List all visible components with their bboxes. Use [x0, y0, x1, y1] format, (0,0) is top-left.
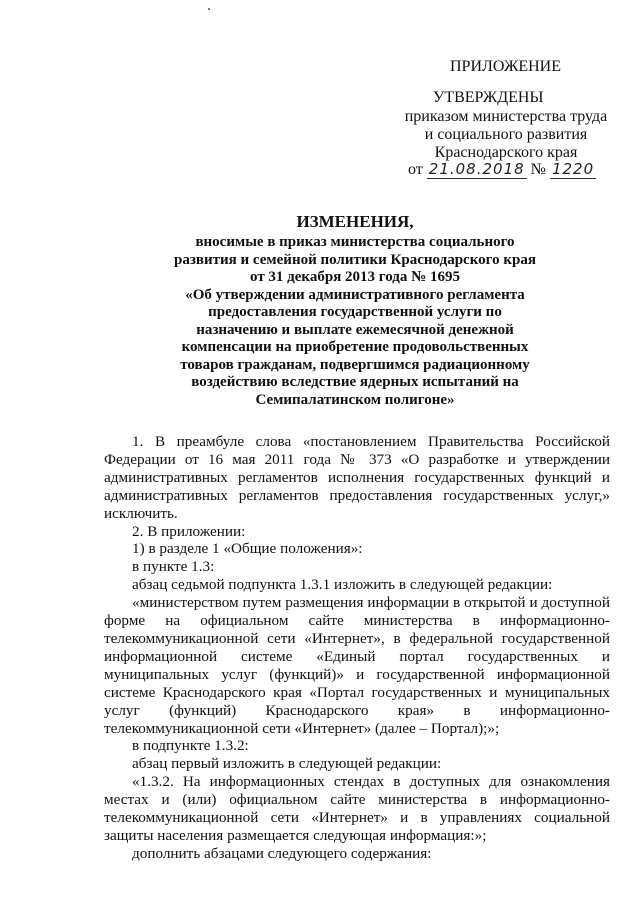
title-line: товаров гражданам, подвергшимся радиационному — [180, 356, 530, 373]
document-title — [170, 212, 540, 409]
approved-by-block — [396, 108, 616, 162]
scan-speck — [208, 8, 210, 10]
document-body — [104, 433, 610, 863]
title-main: ИЗМЕНЕНИЯ, — [296, 212, 414, 231]
title-line: вносимые в приказ министерства социального — [195, 234, 515, 250]
order-date-line — [408, 160, 596, 179]
body-paragraph: 1) в разделе 1 «Общие положения»: — [132, 540, 363, 558]
handwritten-number: 1220 — [551, 160, 595, 178]
approved-by-line: и социального развития — [424, 126, 588, 143]
body-paragraph: абзац первый изложить в следующей редакции: — [132, 755, 442, 773]
title-line: Семипалатинском полигоне» — [255, 391, 455, 408]
title-line: назначению и выплате ежемесячной денежной — [196, 321, 514, 338]
body-paragraph: «1.3.2. На информационных стендах в доступных для ознакомления местах и (или) официальном сайте министерства в информационно-телекоммуникационной сети «Интернет» и в управлениях социальной защиты населения размещается следующая информация:»; — [104, 773, 610, 844]
body-paragraph: 1. В преамбуле слова «постановлением Правительства Российской Федерации от 16 мая 2011 года № 373 «О разработке и утверждении административных регламентов исполнения государственных функций и административных регламентов предоставления государственных услуг,» исключить. — [104, 433, 610, 522]
body-paragraph: в пункте 1.3: — [132, 558, 215, 576]
body-paragraph: в подпункте 1.3.2: — [132, 737, 249, 755]
title-line: воздействию вследствие ядерных испытаний на — [191, 374, 519, 390]
approved-heading: УТВЕРЖДЕНЫ — [433, 89, 544, 106]
number-prefix: № — [530, 161, 546, 178]
title-line: предоставления государственной услуги по — [208, 304, 502, 320]
date-prefix: от — [408, 161, 423, 178]
title-line: развития и семейной политики Краснодарского края — [174, 251, 536, 268]
body-paragraph: 2. В приложении: — [132, 522, 246, 540]
handwritten-date: 21.08.2018 — [428, 160, 525, 178]
appendix-heading: ПРИЛОЖЕНИЕ — [450, 58, 562, 75]
title-line: «Об утверждении административного регламента — [185, 286, 525, 303]
approved-by-line: приказом министерства труда — [404, 108, 608, 125]
approved-by-line: Краснодарского края — [434, 144, 578, 161]
body-paragraph: абзац седьмой подпункта 1.3.1 изложить в следующей редакции: — [132, 576, 553, 594]
body-paragraph: дополнить абзацами следующего содержания: — [132, 844, 432, 862]
title-line: компенсации на приобретение продовольственных — [181, 339, 529, 355]
title-line: от 31 декабря 2013 года № 1695 — [250, 269, 460, 285]
body-paragraph: «министерством путем размещения информации в открытой и доступной форме на официальном сайте министерства в информационно-телекоммуникационной сети «Интернет», в федеральной государственной информационной системе «Единый портал государственных и муниципальных услуг (функций)» и государственной информационной системе Краснодарского края «Портал государственных и муниципальных услуг (функций) Краснодарского края» в информационно-телекоммуникационной сети «Интернет» (далее – Портал);»; — [104, 594, 610, 737]
